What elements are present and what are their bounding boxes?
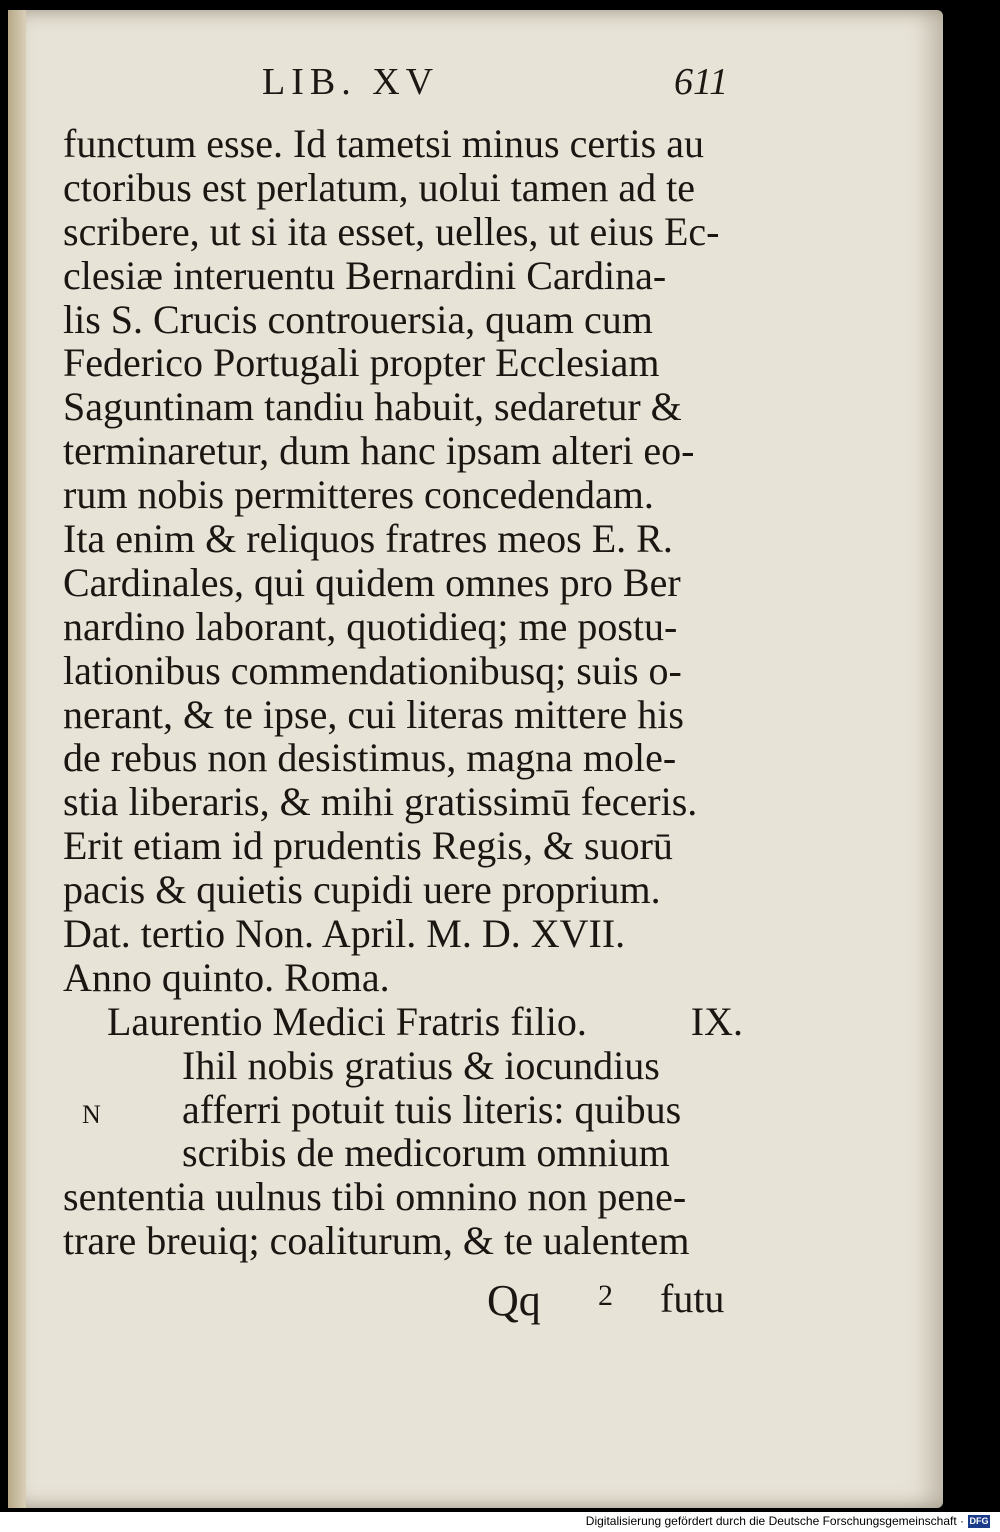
text-line: Ita enim & reliquos fratres meos E. R. [63, 516, 673, 562]
guide-letter: N [82, 1100, 101, 1129]
text-line: lationibus commendationibusq; suis o- [63, 647, 682, 693]
letter-addressee: Laurentio Medici Fratris filio. [107, 998, 587, 1044]
text-line: functum esse. Id tametsi minus certis au [63, 121, 704, 166]
footer-credit: Digitalisierung gefördert durch die Deutsche Forschungsgemeinschaft · [585, 1514, 964, 1528]
text-line: terminaretur, dum hanc ipsam alteri eo- [63, 428, 695, 474]
text-block [63, 122, 743, 1263]
catchword: futu [660, 1276, 725, 1321]
text-line: Erit etiam id prudentis Regis, & suorū [63, 823, 673, 869]
letter-line: Ihil nobis gratius & iocundius [182, 1042, 660, 1088]
letter-line: afferri potuit tuis literis: quibus [182, 1086, 682, 1132]
letter-line: scribis de medicorum omnium [182, 1130, 670, 1176]
signature-number: 2 [598, 1279, 613, 1312]
letter-line: trare breuiq; coaliturum, & te ualentem [63, 1218, 690, 1264]
text-line: nardino laborant, quotidieq; me postu- [63, 603, 678, 649]
text-line: Federico Portugali propter Ecclesiam [63, 340, 660, 386]
text-line: Anno quinto. Roma. [63, 954, 390, 1000]
letter-line: sententia uulnus tibi omnino non pene- [63, 1174, 687, 1220]
page-number: 611 [674, 61, 729, 103]
catchline [63, 1275, 743, 1325]
footer [0, 1512, 1000, 1532]
text-line: stia liberaris, & mihi gratissimū feceris. [63, 779, 698, 825]
running-head: LIB. XV [262, 61, 440, 103]
text-line: ctoribus est perlatum, uolui tamen ad te [63, 164, 696, 210]
page-header [0, 60, 1000, 108]
page-gutter [8, 10, 26, 1508]
letter-number: IX. [690, 998, 743, 1044]
letter-heading [63, 1000, 743, 1044]
text-line: scribere, ut si ita esset, uelles, ut eius Ec- [63, 208, 720, 254]
text-line: rum nobis permitteres concedendam. [63, 472, 654, 518]
text-line: clesiæ interuentu Bernardini Cardina- [63, 252, 667, 298]
text-line: nerant, & te ipse, cui literas mittere his [63, 691, 684, 737]
text-line: de rebus non desistimus, magna mole- [63, 735, 677, 781]
text-line: Dat. tertio Non. April. M. D. XVII. [63, 911, 626, 957]
text-line: pacis & quietis cupidi uere proprium. [63, 867, 661, 913]
text-line: Saguntinam tandiu habuit, sedaretur & [63, 384, 682, 430]
text-line: lis S. Crucis controuersia, quam cum [63, 296, 653, 342]
dfg-logo-icon: DFG [969, 1516, 989, 1526]
signature-mark: Qq [487, 1276, 541, 1325]
text-line: Cardinales, qui quidem omnes pro Ber [63, 559, 681, 605]
